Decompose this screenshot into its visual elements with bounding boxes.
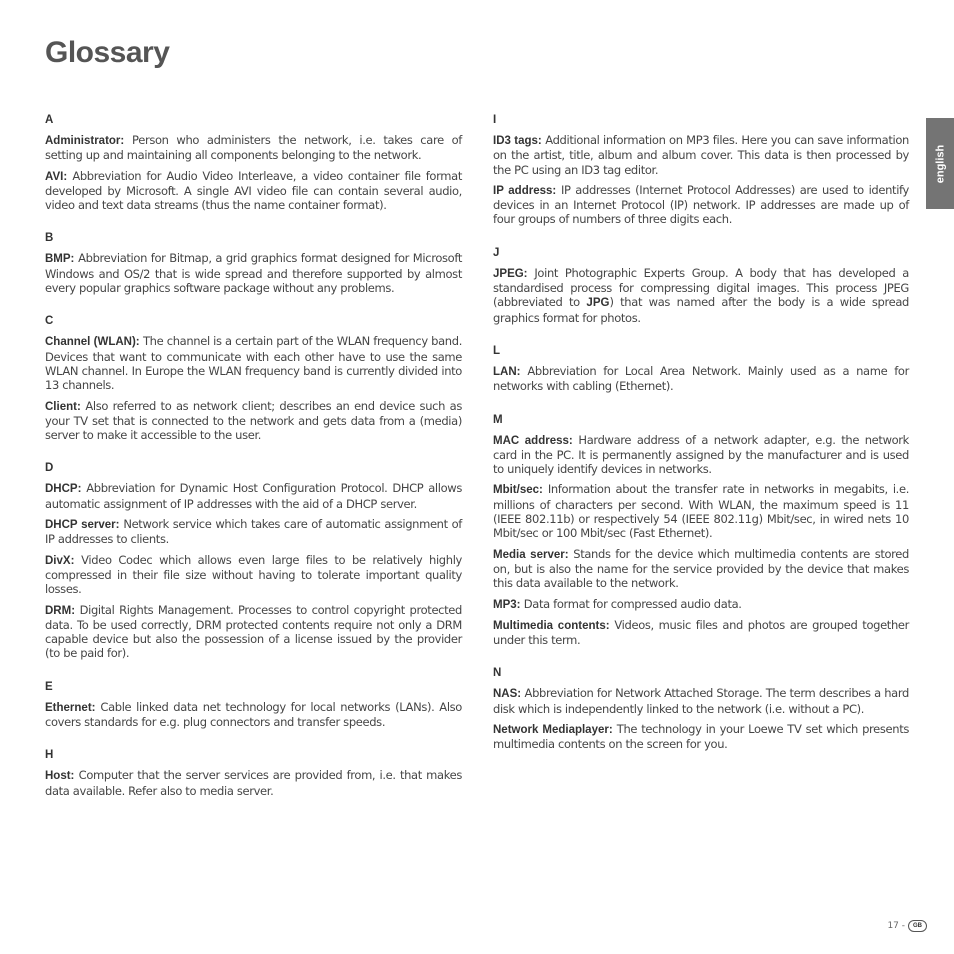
page-number: 17 - (887, 921, 905, 931)
glossary-definition: Data format for compressed audio data. (520, 596, 742, 611)
glossary-definition: Stands for the device which multimedia contents are stored on, but is also the name for the service provided by the device that makes this data available to the network. (493, 546, 909, 591)
language-tab (926, 118, 954, 209)
section-letter: I (493, 114, 497, 126)
glossary-definition: The technology in your Loewe TV set which presents multimedia contents on the screen for you. (493, 722, 909, 752)
section-letter: B (45, 232, 54, 245)
glossary-right-column (493, 114, 909, 772)
glossary-term: Multimedia contents: (493, 619, 610, 632)
glossary-section (45, 315, 462, 442)
glossary-entry (493, 364, 909, 394)
section-letter: J (493, 246, 500, 259)
glossary-term: Mbit/sec: (493, 484, 543, 497)
glossary-entry (45, 334, 462, 392)
glossary-entry (493, 482, 909, 540)
glossary-entry (493, 183, 909, 227)
glossary-section (45, 462, 462, 660)
glossary-entry (45, 768, 462, 798)
glossary-term: Host: (45, 770, 75, 783)
glossary-entry (493, 433, 909, 477)
glossary-definition: Computer that the server services are provided from, i.e. that makes data available. Refer also to media server. (45, 768, 462, 798)
glossary-term: LAN: (493, 365, 521, 378)
glossary-entry (45, 700, 462, 730)
glossary-term: DRM: (45, 604, 76, 617)
glossary-section (45, 681, 462, 730)
glossary-entry (45, 481, 462, 511)
glossary-definition: Hardware address of a network adapter, e.g. the network card in the PC. It is permanently assigned by the manufacturer and is used to uniquely identify devices in networks. (493, 432, 909, 477)
glossary-section (493, 414, 909, 648)
glossary-term: Client: (45, 400, 81, 413)
glossary-entry (45, 399, 462, 443)
glossary-definition: Abbreviation for Dynamic Host Configuration Protocol. DHCP allows automatic assignment of IP addresses with the aid of a DHCP server. (45, 481, 462, 511)
glossary-entry (45, 251, 462, 295)
glossary-term: Ethernet: (45, 701, 96, 714)
glossary-term: Network Mediaplayer: (493, 724, 613, 737)
glossary-definition: Video Codec which allows even large files to be relatively highly compressed in their file size without having to tolerate important quality losses. (45, 552, 462, 597)
glossary-entry (493, 722, 909, 752)
glossary-term: BMP: (45, 253, 75, 266)
section-letter: M (493, 413, 503, 426)
glossary-entry (45, 517, 462, 547)
section-letter: N (493, 667, 502, 680)
glossary-entry (493, 597, 909, 612)
section-letter: D (45, 462, 54, 475)
glossary-term: DivX: (45, 554, 75, 567)
page-footer (887, 920, 927, 932)
section-letter: A (45, 114, 54, 126)
glossary-entry (45, 133, 462, 163)
glossary-definition: IP addresses (Internet Protocol Addresses) are used to identify devices in an Internet Protocol (IP) network. IP addresses are made up of four groups of numbers of three digits each. (493, 182, 909, 227)
glossary-left-column (45, 114, 462, 818)
glossary-definition: Abbreviation for Network Attached Storage. The term describes a hard disk which is independently linked to the network (i.e. without a PC). (493, 686, 909, 716)
glossary-definition: Abbreviation for Bitmap, a grid graphics format designed for Microsoft Windows and OS/2 that is wide spread and therefore supported by almost every popular graphics software package without any problems. (45, 251, 462, 296)
glossary-term: JPG (586, 297, 610, 310)
section-letter: C (45, 315, 54, 328)
glossary-definition: ) that was named after the body is a wide spread graphics format for photos. (493, 295, 910, 325)
glossary-definition: Also referred to as network client; describes an end device such as your TV set that is connected to the network and gets data from a (media) server to make it accessible to the user. (45, 398, 462, 443)
page-title: Glossary (45, 36, 170, 69)
glossary-section (493, 345, 909, 394)
glossary-definition: Digital Rights Management. Processes to control copyright protected data. To be used correctly, DRM protected contents require not only a DRM capable device but also the possession of a license issued by the provider (to be paid for). (45, 602, 462, 661)
glossary-term: ID3 tags: (493, 135, 542, 147)
glossary-section (493, 247, 909, 325)
glossary-entry (45, 553, 462, 597)
glossary-definition: Abbreviation for Local Area Network. Mainly used as a name for networks with cabling (Ethernet). (493, 363, 909, 394)
section-letter: E (45, 680, 53, 693)
glossary-entry (493, 266, 909, 325)
glossary-definition: Videos, music files and photos are grouped together under this term. (493, 617, 910, 648)
glossary-definition: Information about the transfer rate in networks in megabits, i.e. millions of characters per second. With WLAN, the maximum speed is 11 (IEEE 802.11b) or respectively 54 (IEEE 802.11g) Mbit/sec, in wired nets 10 Mbit/sec or 100 Mbit/sec (Fast Ethernet). (493, 482, 909, 541)
glossary-definition: The channel is a certain part of the WLAN frequency band. Devices that want to communicate with each other have to use the same WLAN channel. In Europe the WLAN frequency band is currently divided into 13 channels. (45, 334, 462, 393)
glossary-term: MAC address: (493, 434, 573, 447)
glossary-term: Channel (WLAN): (45, 336, 140, 349)
glossary-definition: Network service which takes care of automatic assignment of IP addresses to clients. (45, 517, 462, 547)
glossary-section (45, 114, 462, 212)
glossary-term: DHCP server: (45, 519, 120, 532)
glossary-section (45, 232, 462, 295)
glossary-term: AVI: (45, 170, 68, 183)
glossary-entry (493, 686, 909, 716)
section-letter: L (493, 344, 501, 357)
glossary-entry (45, 603, 462, 661)
glossary-entry (45, 169, 462, 213)
glossary-term: Administrator: (45, 135, 125, 147)
glossary-term: DHCP: (45, 483, 82, 496)
glossary-entry (493, 133, 909, 177)
glossary-term: IP address: (493, 184, 557, 197)
glossary-definition: Joint Photographic Experts Group. A body that has developed a standardised process for compressing digital images. This process JPEG (abbreviated to (493, 265, 909, 310)
glossary-section (493, 114, 909, 227)
glossary-term: JPEG: (493, 267, 528, 280)
glossary-definition: Cable linked data net technology for local networks (LANs). Also covers standards for e.g. plug connectors and transfer speeds. (45, 699, 462, 730)
glossary-term: MP3: (493, 598, 521, 611)
glossary-entry (493, 547, 909, 591)
glossary-section (493, 667, 909, 751)
glossary-term: Media server: (493, 548, 569, 561)
section-letter: H (45, 749, 54, 762)
glossary-section (45, 749, 462, 798)
glossary-definition: Additional information on MP3 files. Here you can save information on the artist, title, album and album cover. This data is then processed by the PC using an ID3 tag editor. (493, 133, 909, 177)
gb-country-badge: GB (908, 920, 927, 932)
glossary-definition: Person who administers the network, i.e. takes care of setting up and maintaining all components belonging to the network. (45, 133, 462, 163)
glossary-term: NAS: (493, 688, 522, 701)
language-tab-label: english (934, 144, 947, 183)
glossary-definition: Abbreviation for Audio Video Interleave, a video container file format developed by Microsoft. A single AVI video file can contain several audio, video and text data streams (thus the name container format). (45, 168, 462, 213)
glossary-entry (493, 618, 909, 648)
